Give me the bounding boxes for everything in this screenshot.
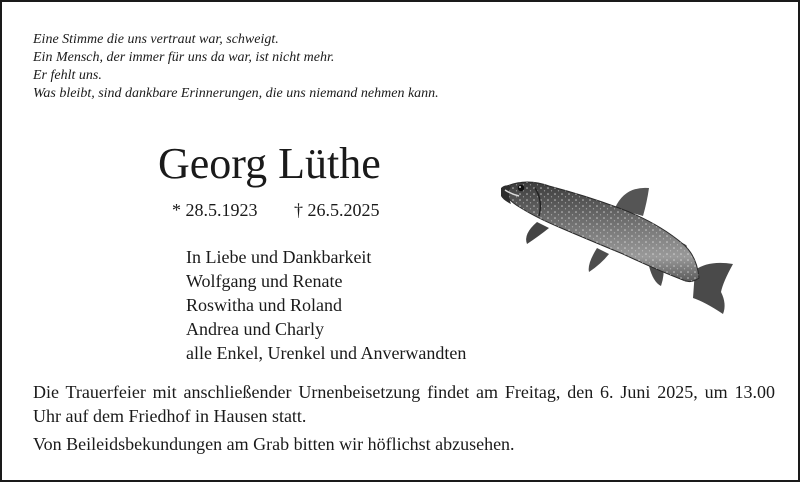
mourners-line: In Liebe und Dankbarkeit xyxy=(186,247,372,267)
mourners-list xyxy=(186,245,466,365)
deceased-name: Georg Lüthe xyxy=(158,139,381,188)
condolence-request: Von Beileidsbekundungen am Grab bitten wir höflichst abzusehen. xyxy=(33,434,515,454)
life-dates xyxy=(172,199,380,221)
memorial-poem xyxy=(33,31,439,103)
poem-line: Er fehlt uns. xyxy=(33,68,102,83)
poem-line: Ein Mensch, der immer für uns da war, ist nicht mehr. xyxy=(33,50,335,65)
mourners-line: Wolfgang und Renate xyxy=(186,271,343,291)
death-date: † 26.5.2025 xyxy=(294,200,380,220)
poem-line: Was bleibt, sind dankbare Erinnerungen, die uns niemand nehmen kann. xyxy=(33,86,439,101)
mourners-line: alle Enkel, Urenkel und Anverwandten xyxy=(186,343,467,363)
mourners-line: Roswitha und Roland xyxy=(186,295,342,315)
trout-fish-icon xyxy=(497,174,737,319)
birth-date: * 28.5.1923 xyxy=(172,200,258,220)
mourners-line: Andrea und Charly xyxy=(186,319,324,339)
poem-line: Eine Stimme die uns vertraut war, schweigt. xyxy=(33,32,279,47)
funeral-ceremony-notice: Die Trauerfeier mit anschließender Urnenbeisetzung findet am Freitag, den 6. Juni 2025, um 13.00 Uhr auf dem Friedhof in Hausen statt. xyxy=(33,382,775,426)
